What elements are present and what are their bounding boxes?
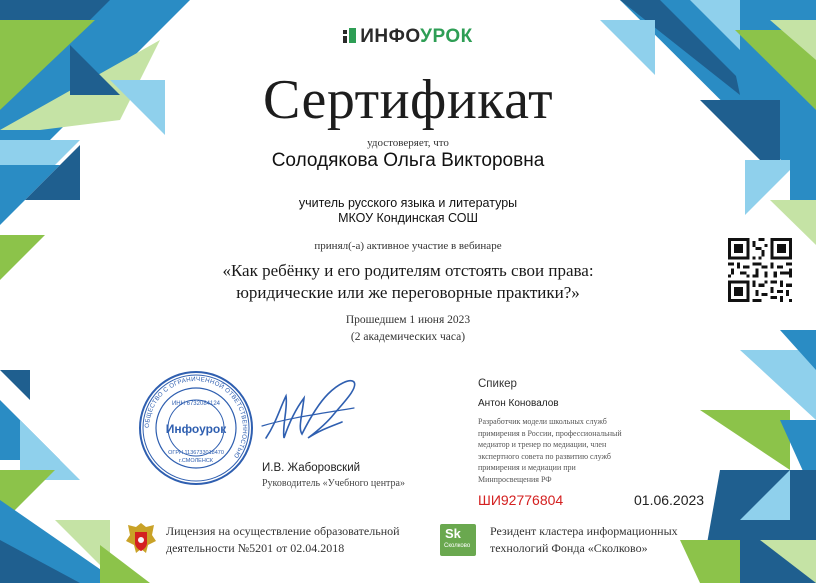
webinar-title-line-2: юридические или же переговорные практики?»	[236, 283, 580, 302]
skolkovo-resident-text	[490, 523, 710, 557]
signatory-name: И.В. Жаборовский	[262, 462, 361, 474]
speaker-desc-line: медиатор и тренер по медиации, член	[478, 440, 607, 449]
stamp-ring-text: ОБЩЕСТВО С ОГРАНИЧЕННОЙ ОТВЕТСТВЕННОСТЬЮ	[143, 375, 249, 460]
speaker-name: Антон Коновалов	[478, 398, 559, 409]
webinar-meta	[0, 312, 816, 346]
recipient-position	[0, 196, 816, 226]
webinar-title	[0, 260, 816, 304]
webinar-title-line-1: «Как ребёнку и его родителям отстоять свои права:	[222, 261, 594, 280]
speaker-desc-line: экспертного совета по развитию служб	[478, 451, 611, 461]
certificate-title: Сертификат	[262, 69, 554, 131]
stamp-city: г.СМОЛЕНСК	[179, 458, 213, 464]
stamp-inn: ИНН 6732084124	[171, 401, 221, 407]
speaker-desc-line: Минпросвещения РФ	[478, 474, 552, 484]
organization-stamp	[138, 370, 254, 486]
speaker-desc-line: примирения и медиации при	[478, 463, 576, 472]
certificate-date: 01.06.2023	[634, 492, 705, 508]
license-text	[166, 523, 426, 557]
handwritten-signature	[258, 368, 368, 458]
logo-text-part1: ИНФО	[360, 26, 421, 47]
certifies-text: удостоверяет, что	[367, 137, 449, 149]
infourok-logo	[0, 26, 816, 48]
license-line-1: Лицензия на осуществление образовательной	[166, 524, 400, 538]
skolkovo-badge-subtext: Сколково	[444, 543, 471, 549]
logo-mark-icon	[343, 28, 357, 44]
speaker-desc-line: Разработчик модели школьных служб	[478, 417, 607, 426]
speaker-heading: Спикер	[478, 378, 517, 390]
position-line-2: МКОУ Кондинская СОШ	[338, 211, 478, 225]
logo-text-part2: УРОК	[420, 26, 473, 47]
stamp-ogrn: ОГРН 1136733018470	[168, 450, 224, 456]
stamp-center-text: Инфоурок	[165, 422, 227, 436]
certificate-code: ШИ92776804	[478, 492, 564, 508]
license-line-2: деятельности №5201 от 02.04.2018	[166, 541, 345, 555]
participation-text: принял(-а) активное участие в вебинаре	[314, 240, 502, 252]
qr-code	[725, 238, 795, 302]
speaker-description	[478, 416, 668, 485]
held-date-text: Прошедшем 1 июня 2023	[345, 314, 471, 326]
hours-text: (2 академических часа)	[350, 331, 466, 343]
resident-line-1: Резидент кластера информационных	[490, 524, 678, 538]
speaker-desc-line: примирения в России, профессиональный	[478, 428, 622, 438]
resident-line-2: технологий Фонда «Сколково»	[490, 541, 648, 555]
signatory-role: Руководитель «Учебного центра»	[262, 478, 405, 489]
recipient-name: Солодякова Ольга Викторовна	[271, 150, 545, 171]
coat-of-arms-icon	[124, 521, 158, 557]
skolkovo-badge	[440, 524, 476, 556]
position-line-1: учитель русского языка и литературы	[298, 196, 518, 210]
skolkovo-badge-text: Sk	[445, 526, 461, 541]
